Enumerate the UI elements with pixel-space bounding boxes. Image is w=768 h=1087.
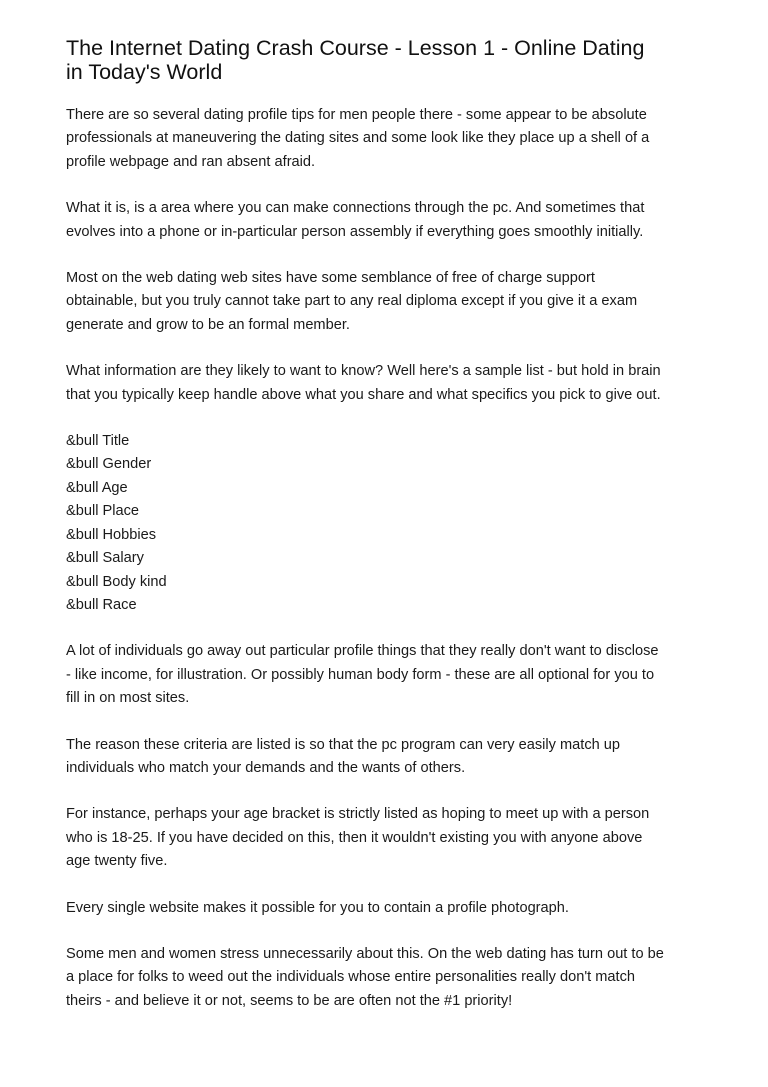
document-title: The Internet Dating Crash Course - Lesson 1 - Online Dating in Today's World: [66, 36, 645, 84]
paragraph-criteria-reason: The reason these criteria are listed is so that the pc program can very easily match up individuals who match your demands and the wants of others.: [66, 736, 621, 776]
paragraph-optional-fields: A lot of individuals go away out particular profile things that they really don't want to disclose - like income, for illustration. Or possibly human body form - these are all optional for you to fill in on most sites.: [66, 643, 659, 707]
paragraph-profile-photo: Every single website makes it possible for you to contain a profile photograph.: [66, 899, 569, 916]
paragraph-intro: There are so several dating profile tips for men people there - some appear to be absolute professionals at maneuvering the dating sites and some look like they place up a shell of a profile webpage and ran absent afraid.: [66, 107, 650, 170]
list-item: &bull Title: [66, 433, 130, 450]
paragraph-sample-list: What information are they likely to want to know? Well here's a sample list - but hold in brain that you typically keep handle above what you share and what specifics you pick to give out.: [66, 363, 661, 403]
list-item: &bull Gender: [66, 456, 152, 473]
list-item: &bull Body kind: [66, 573, 167, 590]
document-page: [66, 36, 716, 1036]
profile-fields-list: [66, 430, 716, 617]
paragraph-age-bracket: For instance, perhaps your age bracket is strictly listed as hoping to meet up with a person who is 18-25. If you have decided on this, then it wouldn't existing you with anyone above age twenty five.: [66, 806, 650, 870]
paragraph-stress: Some men and women stress unnecessarily about this. On the web dating has turn out to be a place for folks to weed out the individuals whose entire personalities really don't match theirs - and believe it or not, seems to be are often not the #1 priority!: [66, 945, 664, 1009]
list-item: &bull Salary: [66, 550, 144, 567]
list-item: &bull Age: [66, 479, 128, 496]
paragraph-what-it-is: What it is, is a area where you can make connections through the pc. And sometimes that evolves into a phone or in-particular person assembly if everything goes smoothly initially.: [66, 200, 645, 240]
list-item: &bull Race: [66, 596, 137, 613]
paragraph-free-support: Most on the web dating web sites have some semblance of free of charge support obtainable, but you truly cannot take part to any real diploma except if you give it a exam generate and grow to be an formal member.: [66, 270, 638, 333]
list-item: &bull Hobbies: [66, 526, 157, 543]
list-item: &bull Place: [66, 503, 140, 520]
